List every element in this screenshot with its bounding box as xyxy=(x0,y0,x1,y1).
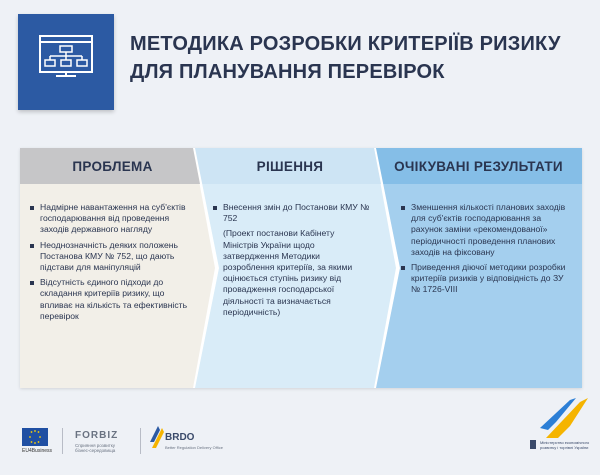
solution-heading-text: РІШЕННЯ xyxy=(256,158,324,174)
header xyxy=(0,0,600,140)
problem-list xyxy=(30,202,190,326)
flowchart-icon xyxy=(36,32,96,92)
eu-flag-icon xyxy=(22,428,48,446)
footer-divider xyxy=(140,428,141,454)
solution-heading xyxy=(195,148,385,184)
gov-label: Міністерство економічного розвитку і торгівлі України xyxy=(540,440,590,450)
results-list xyxy=(401,202,569,300)
brdo-subtitle: Better Regulation Delivery Office xyxy=(165,445,223,450)
brdo-logo-icon xyxy=(150,426,164,448)
results-heading xyxy=(375,148,582,184)
ukraine-gov-logo-icon xyxy=(540,398,590,438)
problem-item: Надмірне навантаження на суб'єктів господарювання від проведення заходів державного нагляду xyxy=(30,202,190,236)
title-line-2: ДЛЯ ПЛАНУВАННЯ ПЕРЕВІРОК xyxy=(130,61,445,83)
eu-label: EU4Business xyxy=(22,448,53,454)
page-title xyxy=(130,30,580,86)
results-item: Приведення діючої методики розробки критеріїв ризиків у відповідність до ЗУ № 1726-VIII xyxy=(401,262,569,296)
results-heading-text: ОЧІКУВАНІ РЕЗУЛЬТАТИ xyxy=(394,158,563,174)
trident-icon xyxy=(530,440,536,449)
problem-item: Відсутність єдиного підходи до складання критеріїв ризику, що впливає на кількість та ефективність перевірок xyxy=(30,277,190,322)
results-item: Зменшення кількості планових заходів для суб'єктів господарювання за рахунок заміни «рекомендованої» періодичності проведення планових заходів на фіксовану xyxy=(401,202,569,258)
forbiz-logo: FORBIZ xyxy=(75,430,119,441)
forbiz-subtitle: Сприяння розвитку бізнес-середовища xyxy=(75,443,116,453)
problem-item: Неоднозначність деяких положень Постанова КМУ № 752, що дають підстави для маніпуляцій xyxy=(30,240,190,274)
brdo-logo: BRDO xyxy=(165,432,195,443)
problem-heading xyxy=(20,148,205,184)
title-line-1: МЕТОДИКА РОЗРОБКИ КРИТЕРІЇВ РИЗИКУ xyxy=(130,33,561,55)
solution-list xyxy=(213,202,371,322)
footer-divider xyxy=(62,428,63,454)
logo-box xyxy=(18,14,114,110)
solution-item: Внесення змін до Постанови КМУ № 752 xyxy=(213,202,371,224)
solution-note: (Проект постанови Кабінету Міністрів України щодо затвердження Методики розроблення критеріїв, за якими оцінюється ступінь ризику від провадження господарської діяльності та визначається періодичність) xyxy=(223,228,353,317)
arrow-separator-2 xyxy=(366,148,402,388)
problem-heading-text: ПРОБЛЕМА xyxy=(72,158,153,174)
